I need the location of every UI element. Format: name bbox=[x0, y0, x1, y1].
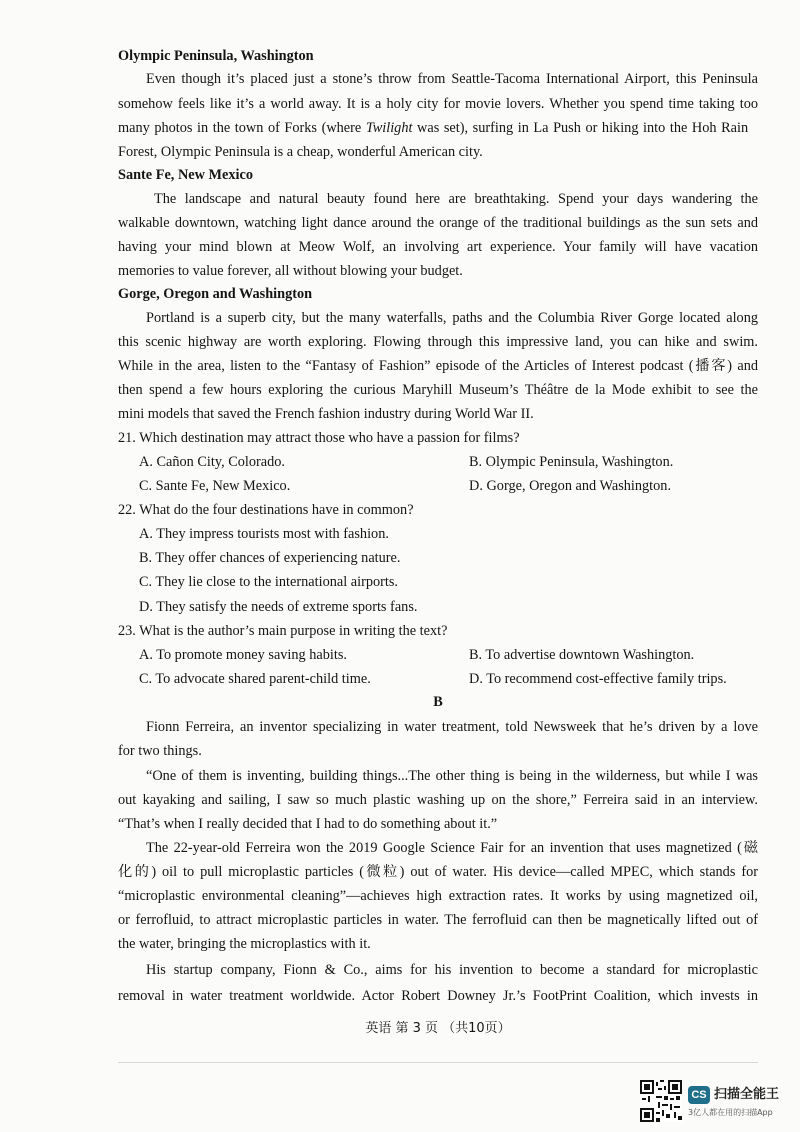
question-23-option-a: A. To promote money saving habits. bbox=[139, 647, 348, 663]
question-21-option-a: A. Cañon City, Colorado. bbox=[139, 454, 286, 470]
question-21-option-c: C. Sante Fe, New Mexico. bbox=[139, 478, 291, 494]
paragraph-line: somehow feels like it’s a world away. It is a holy city for movie lovers. Whether you spend time taking too bbox=[118, 96, 758, 112]
question-21-stem: 21. Which destination may attract those who have a passion for films? bbox=[118, 430, 520, 446]
scanner-app-name: 扫描全能王 bbox=[714, 1087, 780, 1102]
scanner-tagline: 3亿人都在用的扫描App bbox=[688, 1108, 773, 1117]
paragraph-line: walkable downtown, watching light dance around the orange of the traditional buildings as the sun sets and bbox=[118, 215, 758, 231]
paragraph-line: memories to value forever, all without blowing your budget. bbox=[118, 263, 463, 279]
heading-gorge: Gorge, Oregon and Washington bbox=[118, 286, 313, 302]
paragraph-line: then spend a few hours exploring the curious Maryhill Museum’s Théâtre de la Mode exhibit to see the bbox=[118, 382, 758, 398]
footer-divider bbox=[118, 1062, 758, 1063]
camscanner-logo-icon: CS bbox=[688, 1086, 710, 1104]
paragraph-text: was set), surfing in La Push or hiking into the Hoh Rain bbox=[412, 120, 749, 136]
paragraph-line: 化的) oil to pull microplastic particles (微粒) out of water. His device—called MPEC, which stands for bbox=[118, 864, 758, 880]
question-23-option-c: C. To advocate shared parent-child time. bbox=[139, 671, 371, 687]
qr-code-icon bbox=[640, 1080, 682, 1122]
paragraph-line: the water, bringing the microplastics with it. bbox=[118, 936, 371, 952]
paragraph-line: While in the area, listen to the “Fantasy of Fashion” episode of the Articles of Interest podcast (播客) and bbox=[118, 358, 758, 374]
paragraph-line: Fionn Ferreira, an inventor specializing in water treatment, told Newsweek that he’s driven by a love bbox=[146, 719, 758, 735]
paragraph-line: Forest, Olympic Peninsula is a cheap, wonderful American city. bbox=[118, 144, 483, 160]
question-23-option-d: D. To recommend cost-effective family trips. bbox=[469, 671, 727, 687]
question-21-option-b: B. Olympic Peninsula, Washington. bbox=[469, 454, 674, 470]
paragraph-line: removal in water treatment worldwide. Actor Robert Downey Jr.’s FootPrint Coalition, which invests in bbox=[118, 988, 758, 1004]
paragraph-line: this scenic highway are worth exploring. Flowing through this impressive land, you can hike and swim. bbox=[118, 334, 758, 350]
paragraph-line: out kayaking and sailing, I saw so much plastic washing up on the shore,” Ferreira said in an interview. bbox=[118, 792, 758, 808]
paragraph-line: The 22-year-old Ferreira won the 2019 Google Science Fair for an invention that uses magnetized (磁 bbox=[146, 840, 758, 856]
heading-sante-fe: Sante Fe, New Mexico bbox=[118, 167, 253, 183]
paragraph-line: for two things. bbox=[118, 743, 202, 759]
question-22-option-c: C. They lie close to the international airports. bbox=[139, 574, 398, 590]
heading-olympic-peninsula: Olympic Peninsula, Washington bbox=[118, 48, 314, 64]
paragraph-line: or ferrofluid, to attract microplastic particles in water. The ferrofluid can then be magnetically lifted out of bbox=[118, 912, 758, 928]
paragraph-line bbox=[118, 118, 758, 138]
paragraph-line: “One of them is inventing, building things...The other thing is being in the wilderness, but while I was bbox=[146, 768, 758, 784]
paragraph-line: His startup company, Fionn & Co., aims for his invention to become a standard for microplastic bbox=[146, 962, 758, 978]
paragraph-line: “That’s when I really decided that I had to do something about it.” bbox=[118, 816, 498, 832]
film-title: Twilight bbox=[365, 120, 413, 136]
question-22-option-d: D. They satisfy the needs of extreme sports fans. bbox=[139, 599, 418, 615]
paragraph-line: Even though it’s placed just a stone’s throw from Seattle-Tacoma International Airport, this Peninsula bbox=[146, 71, 758, 87]
question-21-option-d: D. Gorge, Oregon and Washington. bbox=[469, 478, 672, 494]
question-23-option-b: B. To advertise downtown Washington. bbox=[469, 647, 695, 663]
paragraph-line: mini models that saved the French fashion industry during World War II. bbox=[118, 406, 534, 422]
question-23-stem: 23. What is the author’s main purpose in writing the text? bbox=[118, 623, 448, 639]
paragraph-line: having your mind blown at Meow Wolf, an involving art experience. Your family will have vacation bbox=[118, 239, 758, 255]
section-b-label: B bbox=[433, 694, 443, 710]
question-22-option-b: B. They offer chances of experiencing nature. bbox=[139, 550, 401, 566]
question-22-option-a: A. They impress tourists most with fashion. bbox=[139, 526, 389, 542]
paragraph-line: The landscape and natural beauty found here are breathtaking. Spend your days wandering the bbox=[154, 191, 758, 207]
question-22-stem: 22. What do the four destinations have in common? bbox=[118, 502, 414, 518]
page-number-footer: 英语 第 3 页 （共10页） bbox=[365, 1021, 511, 1036]
paragraph-line: Portland is a superb city, but the many waterfalls, paths and the Columbia River Gorge located along bbox=[146, 310, 758, 326]
paragraph-line: “microplastic environmental cleaning”—achieves high extraction rates. It works by using magnetized oil, bbox=[118, 888, 758, 904]
paragraph-text: many photos in the town of Forks (where bbox=[118, 120, 366, 136]
